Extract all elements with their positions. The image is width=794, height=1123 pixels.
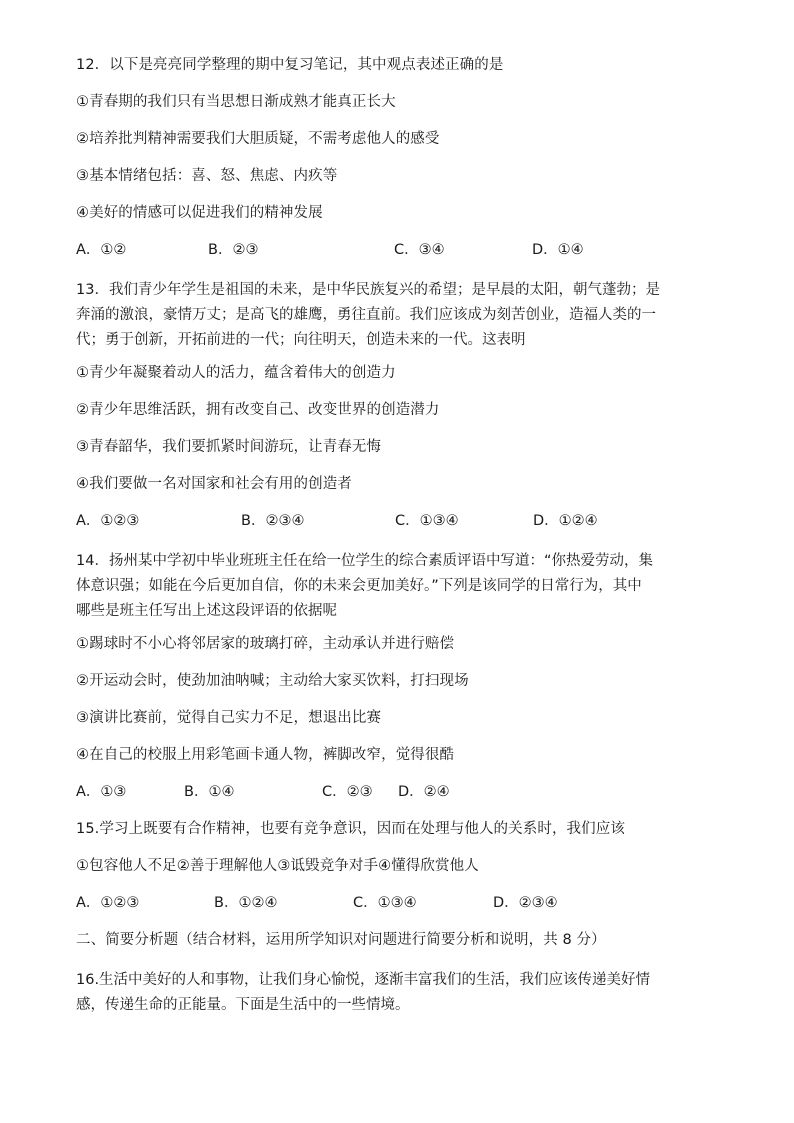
q13-stem-line-1: 13．我们青少年学生是祖国的未来，是中华民族复兴的希望；是早晨的太阳，朝气蓬勃；是 (76, 282, 660, 298)
q15-items: ①包容他人不足②善于理解他人③诋毁竞争对手④懂得欣赏他人 (76, 858, 479, 874)
q15-option-b: B．①②④ (214, 895, 278, 911)
q14-item-3: ③演讲比赛前，觉得自己实力不足，想退出比赛 (76, 710, 382, 726)
q16-stem (76, 968, 722, 1018)
q15-option-c: C．①③④ (353, 895, 417, 911)
q14-stem-line-1: 14．扬州某中学初中毕业班班主任在给一位学生的综合素质评语中写道：“你热爱劳动，集 (76, 553, 653, 569)
q15-option-d: D．②③④ (493, 895, 558, 911)
q13-options (76, 512, 722, 530)
q14-options (76, 783, 722, 801)
q13-item-1: ①青少年凝聚着动人的活力，蕴含着伟大的创造力 (76, 365, 396, 381)
q12-option-b: B．②③ (208, 242, 259, 258)
q15-stem: 15.学习上既要有合作精神，也要有竞争意识，因而在处理与他人的关系时，我们应该 (76, 821, 625, 837)
q14-item-4: ④在自己的校服上用彩笔画卡通人物，裤脚改窄，觉得很酷 (76, 747, 455, 763)
q16-stem-line-2: 感，传递生命的正能量。下面是生活中的一些情境。 (76, 997, 410, 1013)
q13-stem-line-2: 奔涌的激浪，豪情万丈；是高飞的雄鹰，勇往直前。我们应该成为刻苦创业，造福人类的一 (76, 307, 656, 323)
q16-stem-line-1: 16.生活中美好的人和事物，让我们身心愉悦，逐渐丰富我们的生活，我们应该传递美好情 (76, 972, 651, 988)
q14-stem-line-2: 体意识强；如能在今后更加自信，你的未来会更加美好。”下列是该同学的日常行为，其中 (76, 578, 642, 594)
q14-option-d: D．②④ (398, 784, 450, 800)
q13-option-d: D．①②④ (533, 513, 598, 529)
q13-item-3: ③青春韶华，我们要抓紧时间游玩，让青春无悔 (76, 439, 382, 455)
q12-options (76, 241, 722, 259)
q15-options (76, 894, 722, 912)
q12-option-a: A．①② (76, 242, 127, 258)
q13-option-c: C．①③④ (395, 513, 459, 529)
q15-option-a: A．①②③ (76, 895, 140, 911)
q12-item-1: ①青春期的我们只有当思想日渐成熟才能真正长大 (76, 94, 396, 110)
q13-stem-line-3: 代；勇于创新，开拓前进的一代；向往明天，创造未来的一代。这表明 (76, 332, 526, 348)
q14-option-b: B．①④ (184, 784, 235, 800)
q13-option-a: A．①②③ (76, 513, 140, 529)
q13-item-4: ④我们要做一名对国家和社会有用的创造者 (76, 476, 352, 492)
q12-item-3: ③基本情绪包括：喜、怒、焦虑、内疚等 (76, 168, 338, 184)
q12-item-4: ④美好的情感可以促进我们的精神发展 (76, 205, 323, 221)
q14-item-1: ①踢球时不小心将邻居家的玻璃打碎，主动承认并进行赔偿 (76, 636, 455, 652)
q12-option-c: C．③④ (394, 242, 445, 258)
q13-stem (76, 278, 722, 353)
q14-item-2: ②开运动会时，使劲加油呐喊；主动给大家买饮料，打扫现场 (76, 673, 469, 689)
q14-option-c: C．②③ (322, 784, 373, 800)
q13-option-b: B．②③④ (241, 513, 305, 529)
section-heading: 二、简要分析题（结合材料，运用所学知识对问题进行简要分析和说明，共 8 分） (76, 932, 606, 948)
q13-item-2: ②青少年思维活跃，拥有改变自己、改变世界的创造潜力 (76, 402, 440, 418)
q12-stem: 12．以下是亮亮同学整理的期中复习笔记，其中观点表述正确的是 (76, 57, 504, 73)
q14-stem-line-3: 哪些是班主任写出上述这段评语的依据呢 (76, 603, 337, 619)
q12-option-d: D．①④ (532, 242, 584, 258)
exam-page (76, 56, 722, 1029)
q14-option-a: A．①③ (76, 784, 127, 800)
q14-stem (76, 549, 722, 624)
q12-item-2: ②培养批判精神需要我们大胆质疑，不需考虑他人的感受 (76, 131, 440, 147)
